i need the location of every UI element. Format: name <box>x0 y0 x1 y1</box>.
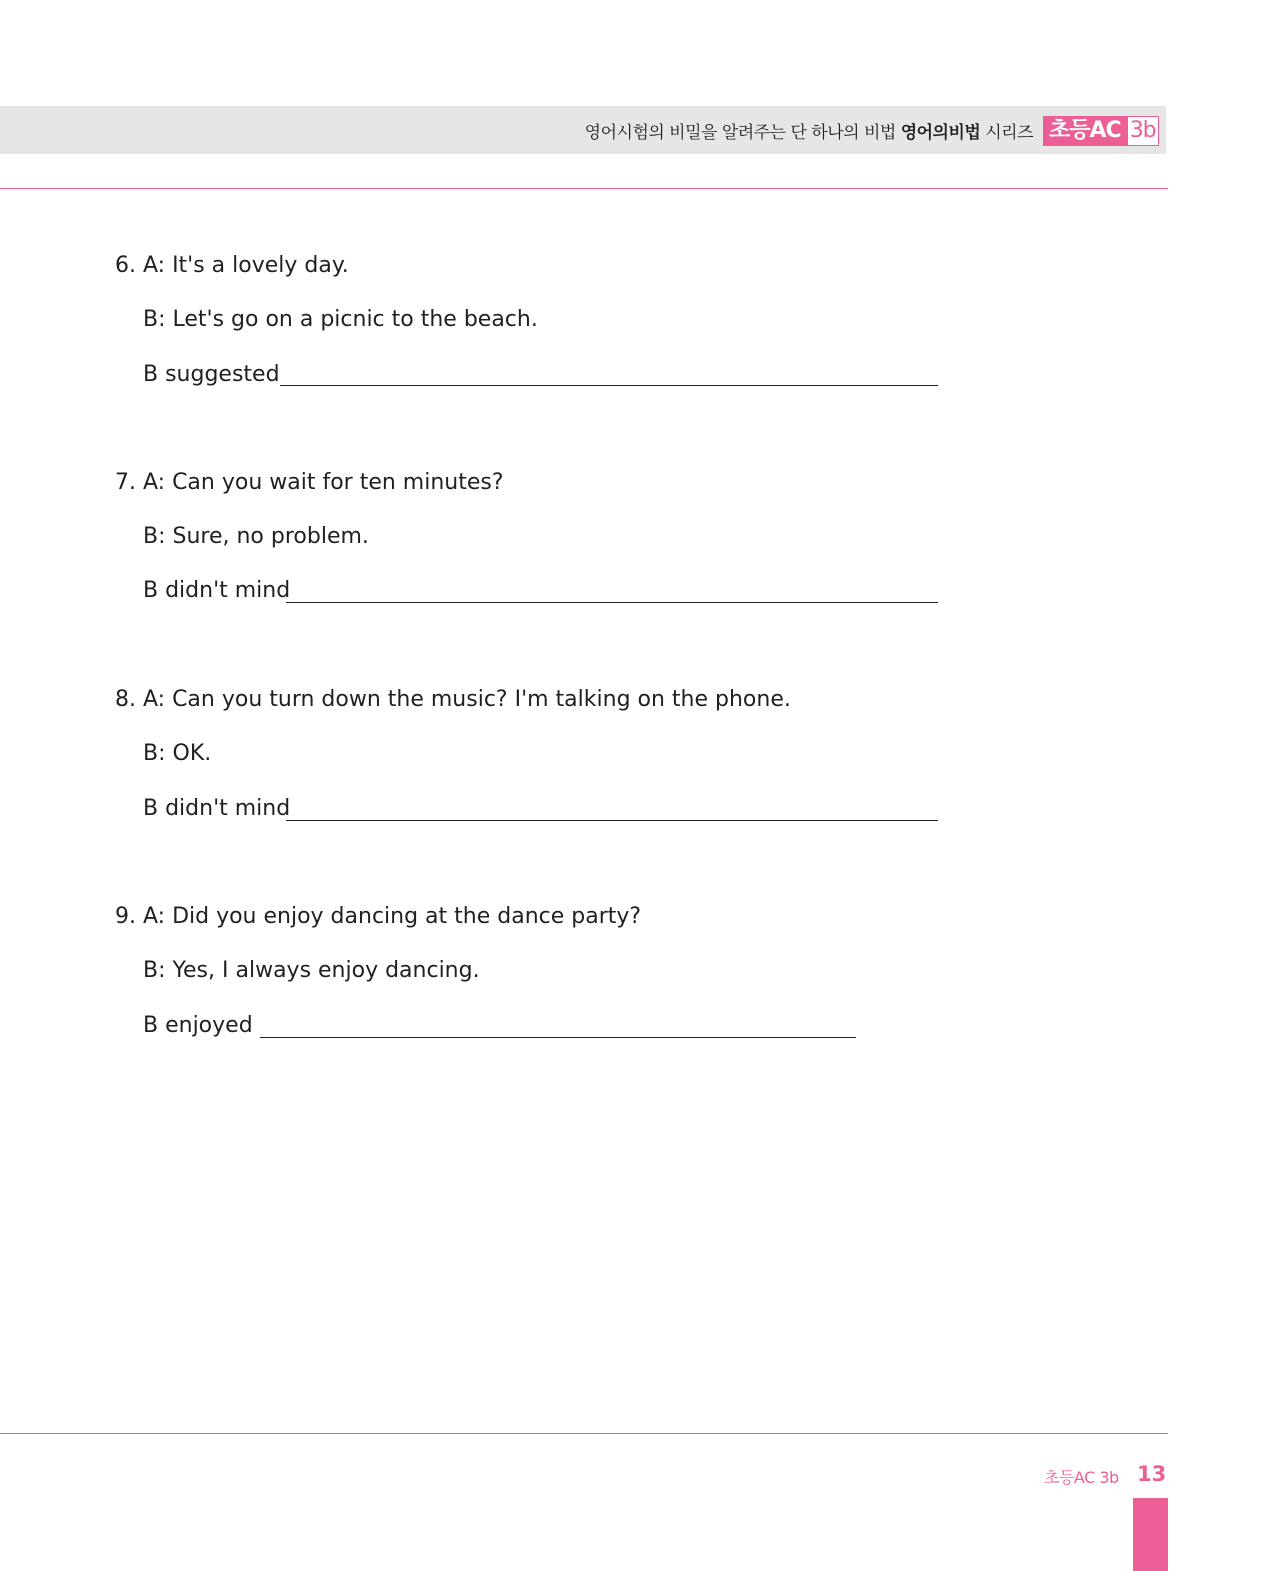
tagline-prefix: 영어시험의 비밀을 알려주는 단 하나의 비법 <box>584 123 901 143</box>
footer-book-label: 초등AC 3b <box>1044 1468 1119 1487</box>
answer-blank[interactable] <box>280 385 938 386</box>
tagline-suffix: 시리즈 <box>980 123 1033 143</box>
question-number: 7. <box>115 470 136 495</box>
speaker-a-line: A: It's a lovely day. <box>143 253 349 278</box>
answer-blank[interactable] <box>260 1037 856 1038</box>
answer-prompt: B enjoyed <box>143 1013 253 1038</box>
speaker-b-line: B: Yes, I always enjoy dancing. <box>143 958 480 983</box>
brand-main-label: 초등AC <box>1043 116 1127 146</box>
question-line-a <box>115 903 641 931</box>
question-line-a <box>115 252 349 280</box>
page-tab-marker <box>1133 1498 1168 1571</box>
speaker-b-line: B: Sure, no problem. <box>143 524 369 549</box>
answer-blank[interactable] <box>286 602 938 603</box>
page-number: 13 <box>1137 1462 1167 1486</box>
footer-rule <box>0 1433 1168 1434</box>
series-name: 영어의비법 <box>900 123 981 143</box>
answer-prompt: B didn't mind <box>143 578 291 603</box>
speaker-b-line: B: OK. <box>143 741 212 766</box>
question-number: 8. <box>115 687 136 712</box>
header-rule <box>0 188 1168 189</box>
series-tagline <box>585 118 1033 143</box>
speaker-a-line: A: Can you turn down the music? I'm talking on the phone. <box>143 687 791 712</box>
speaker-a-line: A: Did you enjoy dancing at the dance party? <box>143 904 642 929</box>
answer-prompt: B suggested <box>143 362 280 387</box>
speaker-b-line: B: Let's go on a picnic to the beach. <box>143 307 538 332</box>
question-line-a <box>115 469 504 497</box>
answer-prompt: B didn't mind <box>143 796 291 821</box>
answer-blank[interactable] <box>286 820 938 821</box>
speaker-a-line: A: Can you wait for ten minutes? <box>143 470 504 495</box>
brand-sub-label: 3b <box>1127 116 1159 146</box>
question-number: 6. <box>115 253 136 278</box>
question-line-a <box>115 686 791 714</box>
brand-badge <box>1043 116 1159 146</box>
question-number: 9. <box>115 904 136 929</box>
